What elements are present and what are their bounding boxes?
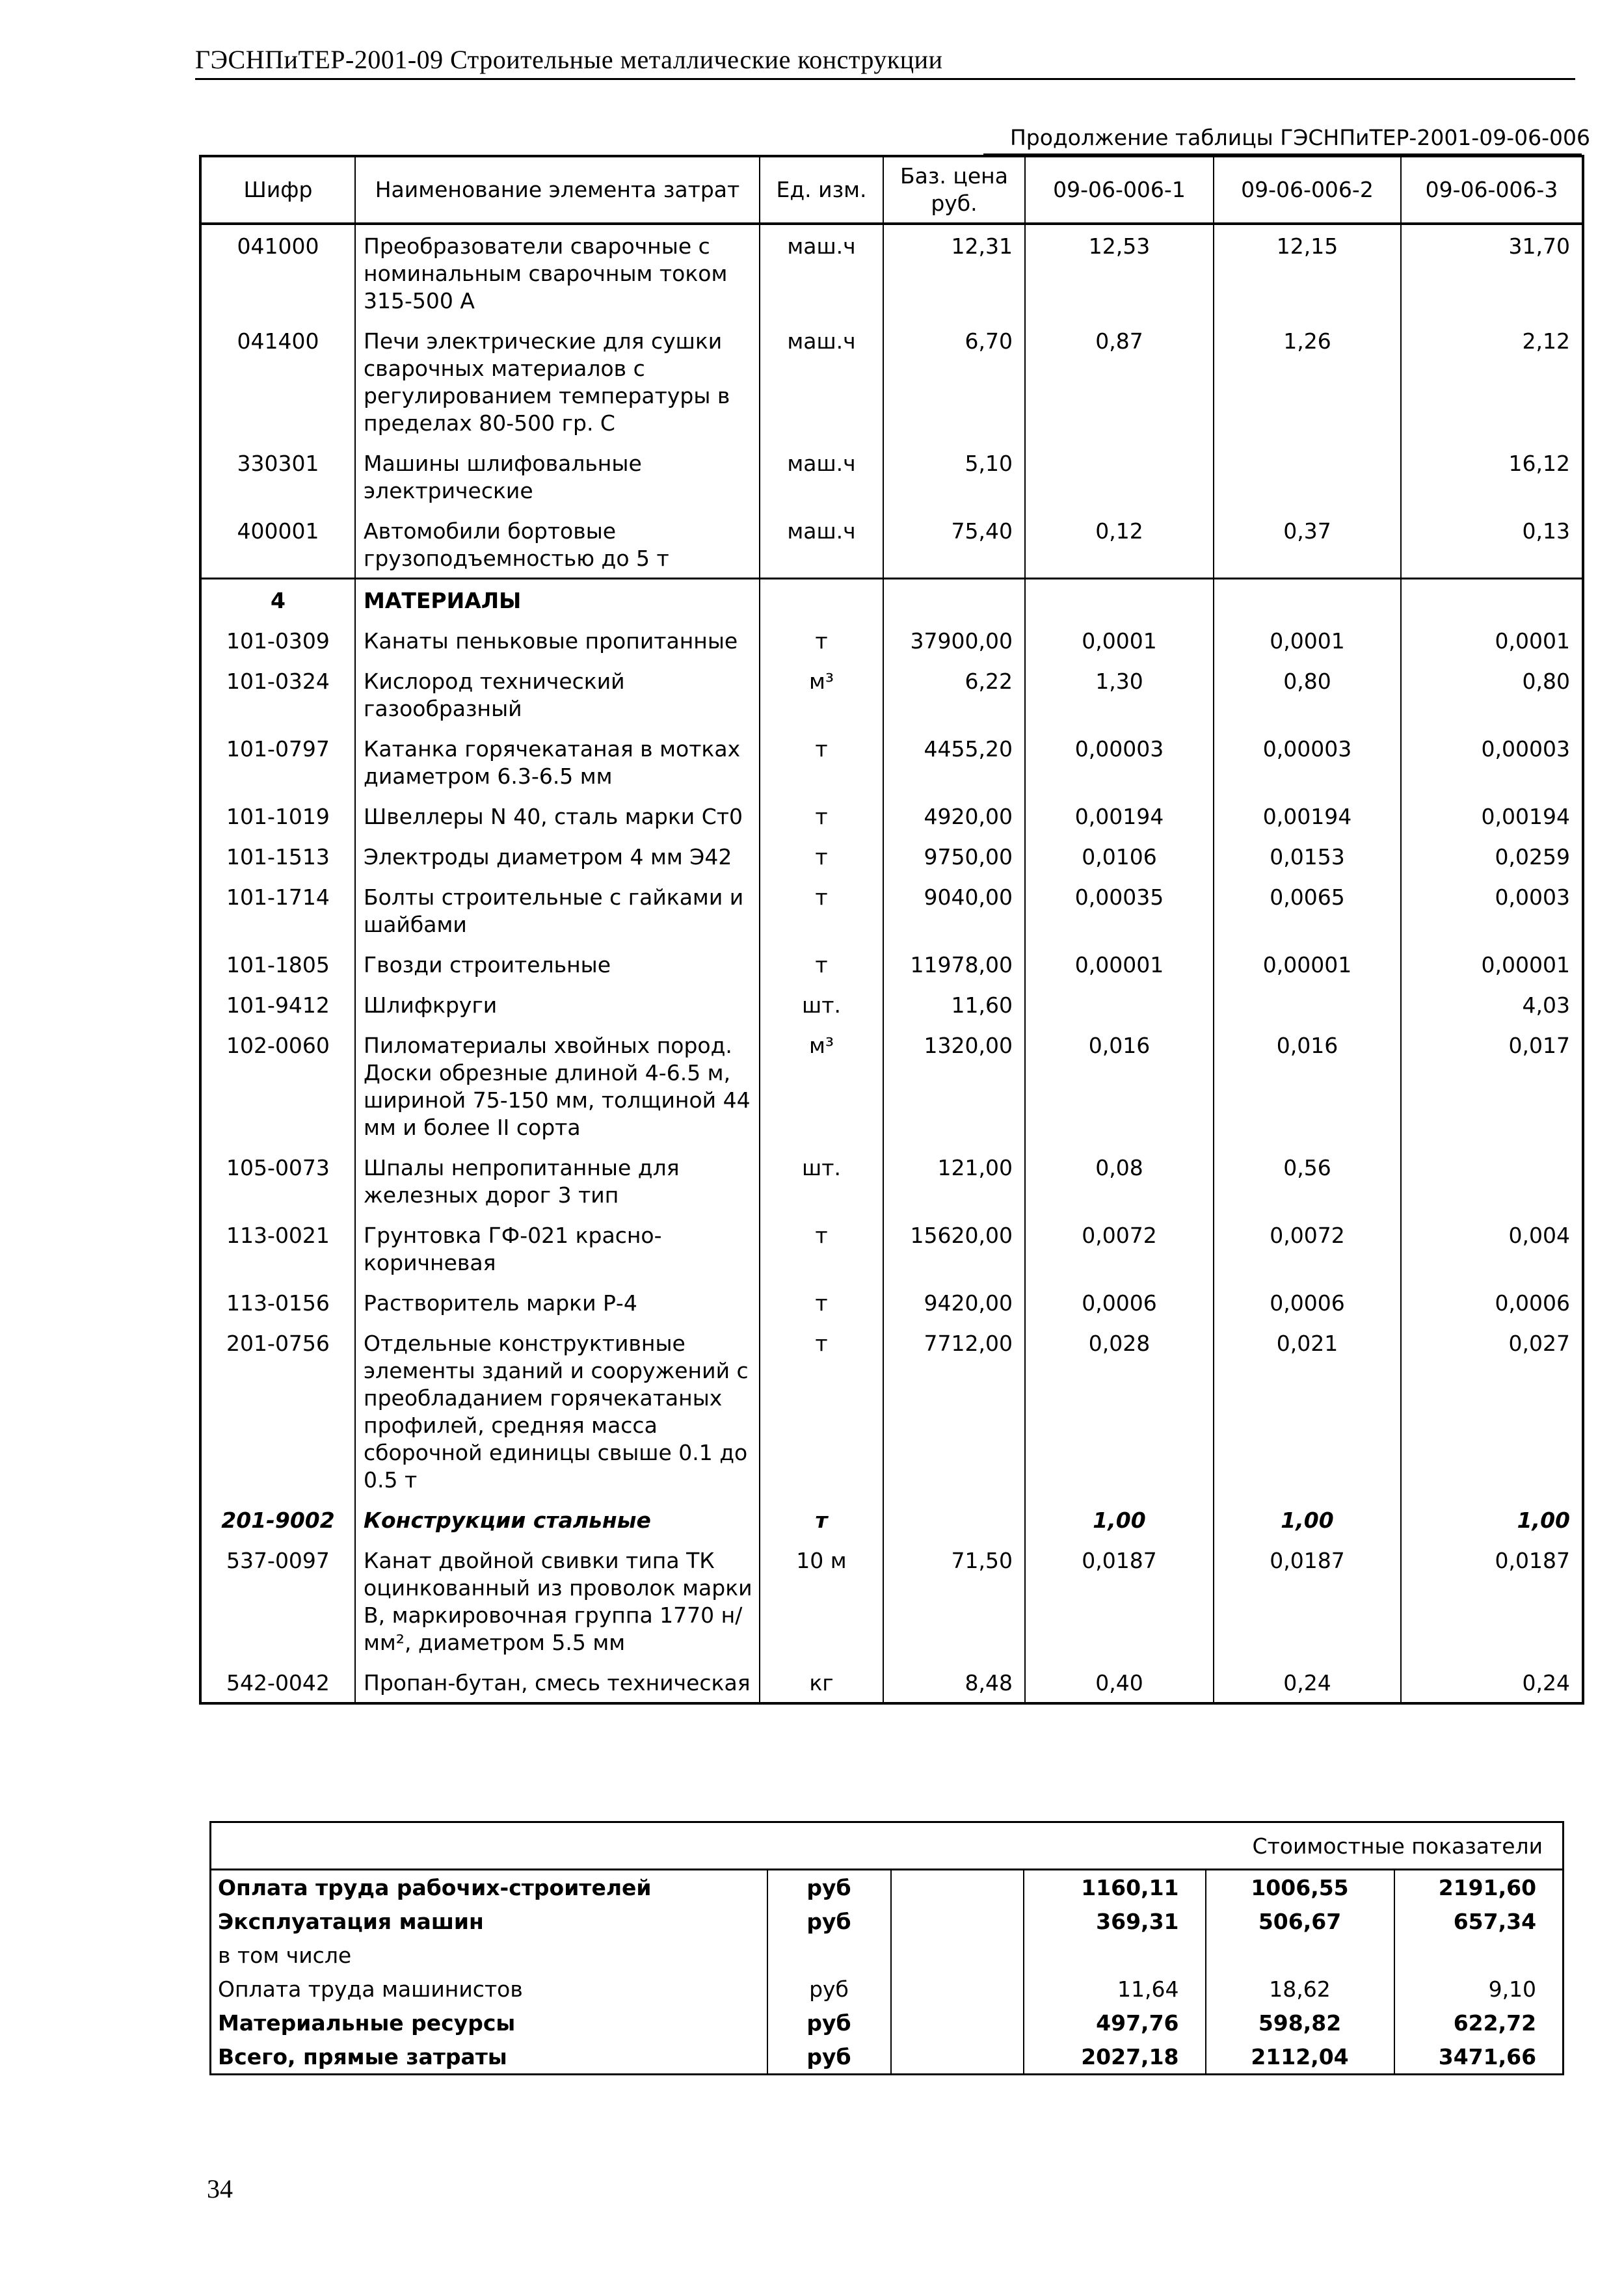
row-unit: т xyxy=(760,620,883,660)
row-code: 101-0309 xyxy=(200,620,355,660)
cost-norm-2 xyxy=(1206,1938,1394,1972)
cost-norm-2: 1006,55 xyxy=(1206,1870,1394,1905)
row-norm-1: 0,0187 xyxy=(1025,1539,1214,1662)
cost-price xyxy=(891,2040,1024,2075)
row-norm-2: 0,021 xyxy=(1214,1322,1401,1499)
table-row xyxy=(200,836,1583,876)
row-norm-3: 0,017 xyxy=(1401,1024,1583,1147)
row-norm-2: 0,00003 xyxy=(1214,728,1401,795)
row-norm-3: 0,0003 xyxy=(1401,876,1583,944)
row-norm-2: 1,26 xyxy=(1214,320,1401,442)
row-unit: м³ xyxy=(760,660,883,728)
row-name: Шпалы непропитанные для железных дорог 3 тип xyxy=(355,1147,760,1214)
table-row xyxy=(200,984,1583,1024)
cost-name: Оплата труда машинистов xyxy=(211,1972,767,2006)
cost-norm-2: 2112,04 xyxy=(1206,2040,1394,2075)
row-name: Пиломатериалы хвойных пород. Доски обрезные длиной 4-6.5 м, шириной 75-150 мм, толщиной 44 мм и более II сорта xyxy=(355,1024,760,1147)
cost-norm-2: 598,82 xyxy=(1206,2006,1394,2040)
row-price: 9420,00 xyxy=(883,1282,1025,1322)
row-norm-3: 31,70 xyxy=(1401,224,1583,320)
row-unit: т xyxy=(760,836,883,876)
row-norm-1: 0,028 xyxy=(1025,1322,1214,1499)
row-norm-1: 0,87 xyxy=(1025,320,1214,442)
row-norm-2: 0,016 xyxy=(1214,1024,1401,1147)
row-code: 101-9412 xyxy=(200,984,355,1024)
cost-unit: руб xyxy=(767,2040,891,2075)
row-norm-3: 1,00 xyxy=(1401,1499,1583,1539)
row-unit: т xyxy=(760,944,883,984)
row-norm-3: 0,0006 xyxy=(1401,1282,1583,1322)
col-header-price: Баз. цена руб. xyxy=(883,156,1025,224)
cost-row xyxy=(211,1972,1564,2006)
row-norm-3: 0,24 xyxy=(1401,1662,1583,1703)
table-row xyxy=(200,1322,1583,1499)
row-code: 330301 xyxy=(200,442,355,510)
cost-price xyxy=(891,1938,1024,1972)
cost-name: Оплата труда рабочих-строителей xyxy=(211,1870,767,1905)
resource-table xyxy=(199,155,1584,1705)
row-name: Болты строительные с гайками и шайбами xyxy=(355,876,760,944)
cost-name: Материальные ресурсы xyxy=(211,2006,767,2040)
row-unit: шт. xyxy=(760,984,883,1024)
cost-row xyxy=(211,1904,1564,1938)
cost-indicators-label: Стоимостные показатели xyxy=(211,1822,1564,1870)
row-norm-3: 16,12 xyxy=(1401,442,1583,510)
row-norm-1: 0,0006 xyxy=(1025,1282,1214,1322)
row-norm-2 xyxy=(1214,442,1401,510)
col-header-unit: Ед. изм. xyxy=(760,156,883,224)
cost-norm-1: 497,76 xyxy=(1024,2006,1206,2040)
row-norm-1: 0,016 xyxy=(1025,1024,1214,1147)
row-norm-3: 0,027 xyxy=(1401,1322,1583,1499)
row-unit: т xyxy=(760,1214,883,1282)
cost-row xyxy=(211,1938,1564,1972)
table-row xyxy=(200,1024,1583,1147)
row-code: 041400 xyxy=(200,320,355,442)
row-code: 201-0756 xyxy=(200,1322,355,1499)
row-norm-1: 0,0106 xyxy=(1025,836,1214,876)
section-title: МАТЕРИАЛЫ xyxy=(355,579,760,620)
row-price: 11978,00 xyxy=(883,944,1025,984)
cost-norm-3 xyxy=(1394,1938,1564,1972)
page-header-title: ГЭСНПиТЕР-2001-09 Строительные металлические конструкции xyxy=(195,45,943,74)
row-name: Печи электрические для сушки сварочных материалов с регулированием температуры в пределах 80-500 гр. С xyxy=(355,320,760,442)
table-continuation-caption: Продолжение таблицы ГЭСНПиТЕР-2001-09-06-006 xyxy=(1009,125,1590,150)
row-norm-2: 0,56 xyxy=(1214,1147,1401,1214)
row-norm-2: 0,0006 xyxy=(1214,1282,1401,1322)
row-code: 105-0073 xyxy=(200,1147,355,1214)
row-price: 75,40 xyxy=(883,510,1025,579)
row-norm-3: 0,0187 xyxy=(1401,1539,1583,1662)
cost-row xyxy=(211,2006,1564,2040)
row-price: 9750,00 xyxy=(883,836,1025,876)
row-unit: т xyxy=(760,876,883,944)
cost-norm-3: 2191,60 xyxy=(1394,1870,1564,1905)
row-norm-1: 1,30 xyxy=(1025,660,1214,728)
row-norm-1: 0,0072 xyxy=(1025,1214,1214,1282)
row-norm-2: 0,0001 xyxy=(1214,620,1401,660)
row-code: 537-0097 xyxy=(200,1539,355,1662)
row-name: Растворитель марки Р-4 xyxy=(355,1282,760,1322)
row-code: 113-0021 xyxy=(200,1214,355,1282)
cost-norm-1 xyxy=(1024,1938,1206,1972)
header-rule xyxy=(195,78,1575,80)
row-norm-3: 0,13 xyxy=(1401,510,1583,579)
row-norm-1: 0,00001 xyxy=(1025,944,1214,984)
row-name: Пропан-бутан, смесь техническая xyxy=(355,1662,760,1703)
row-code: 101-1714 xyxy=(200,876,355,944)
row-norm-1: 0,00003 xyxy=(1025,728,1214,795)
cost-price xyxy=(891,1904,1024,1938)
row-norm-1: 0,00194 xyxy=(1025,795,1214,836)
row-price: 6,70 xyxy=(883,320,1025,442)
cost-norm-2: 18,62 xyxy=(1206,1972,1394,2006)
row-name: Кислород технический газообразный xyxy=(355,660,760,728)
cost-unit: руб xyxy=(767,1972,891,2006)
cost-unit: руб xyxy=(767,2006,891,2040)
row-norm-2: 12,15 xyxy=(1214,224,1401,320)
row-norm-2: 0,24 xyxy=(1214,1662,1401,1703)
table-row xyxy=(200,1282,1583,1322)
row-unit: шт. xyxy=(760,1147,883,1214)
row-norm-2: 1,00 xyxy=(1214,1499,1401,1539)
row-name: Гвозди строительные xyxy=(355,944,760,984)
row-code: 101-0324 xyxy=(200,660,355,728)
cost-norm-3: 622,72 xyxy=(1394,2006,1564,2040)
table-row xyxy=(200,795,1583,836)
row-price: 121,00 xyxy=(883,1147,1025,1214)
cost-norm-1: 11,64 xyxy=(1024,1972,1206,2006)
cost-name: в том числе xyxy=(211,1938,767,1972)
table-row xyxy=(200,1147,1583,1214)
row-code: 113-0156 xyxy=(200,1282,355,1322)
row-unit: кг xyxy=(760,1662,883,1703)
row-price: 71,50 xyxy=(883,1539,1025,1662)
row-unit: м³ xyxy=(760,1024,883,1147)
row-norm-1: 0,0001 xyxy=(1025,620,1214,660)
cost-indicators-table xyxy=(209,1821,1564,2075)
cost-norm-1: 369,31 xyxy=(1024,1904,1206,1938)
table-row xyxy=(200,1539,1583,1662)
row-norm-2: 0,0072 xyxy=(1214,1214,1401,1282)
row-price: 9040,00 xyxy=(883,876,1025,944)
cost-price xyxy=(891,1870,1024,1905)
row-price: 1320,00 xyxy=(883,1024,1025,1147)
col-header-norm-3: 09-06-006-3 xyxy=(1401,156,1583,224)
row-unit: т xyxy=(760,728,883,795)
row-price: 8,48 xyxy=(883,1662,1025,1703)
table-row xyxy=(200,1662,1583,1703)
row-name: Катанка горячекатаная в мотках диаметром 6.3-6.5 мм xyxy=(355,728,760,795)
table-row xyxy=(200,442,1583,510)
cost-norm-1: 2027,18 xyxy=(1024,2040,1206,2075)
row-norm-2: 0,00194 xyxy=(1214,795,1401,836)
cost-name: Эксплуатация машин xyxy=(211,1904,767,1938)
row-norm-2 xyxy=(1214,984,1401,1024)
row-code: 101-1019 xyxy=(200,795,355,836)
row-price: 6,22 xyxy=(883,660,1025,728)
table-row xyxy=(200,1214,1583,1282)
cost-norm-2: 506,67 xyxy=(1206,1904,1394,1938)
row-name: Машины шлифовальные электрические xyxy=(355,442,760,510)
col-header-code: Шифр xyxy=(200,156,355,224)
row-price: 37900,00 xyxy=(883,620,1025,660)
cost-price xyxy=(891,1972,1024,2006)
cost-unit: руб xyxy=(767,1904,891,1938)
row-norm-1: 0,12 xyxy=(1025,510,1214,579)
cost-indicators-label-row xyxy=(211,1822,1564,1870)
materials-rows xyxy=(200,620,1583,1703)
table-row xyxy=(200,728,1583,795)
row-unit: 10 м xyxy=(760,1539,883,1662)
row-price: 5,10 xyxy=(883,442,1025,510)
row-price: 7712,00 xyxy=(883,1322,1025,1499)
row-price: 4920,00 xyxy=(883,795,1025,836)
row-unit: маш.ч xyxy=(760,320,883,442)
table-header xyxy=(200,156,1583,224)
row-code: 101-0797 xyxy=(200,728,355,795)
section-code: 4 xyxy=(200,579,355,620)
row-norm-2: 0,0153 xyxy=(1214,836,1401,876)
table-row xyxy=(200,224,1583,320)
cost-row xyxy=(211,1870,1564,1905)
cost-norm-3: 3471,66 xyxy=(1394,2040,1564,2075)
cost-norm-1: 1160,11 xyxy=(1024,1870,1206,1905)
row-name: Конструкции стальные xyxy=(355,1499,760,1539)
row-norm-1 xyxy=(1025,442,1214,510)
row-name: Отдельные конструктивные элементы зданий и сооружений с преобладанием горячекатаных профилей, средняя масса сборочной единицы свыше 0.1 до 0.5 т xyxy=(355,1322,760,1499)
row-norm-2: 0,80 xyxy=(1214,660,1401,728)
row-norm-1: 0,40 xyxy=(1025,1662,1214,1703)
cost-row xyxy=(211,2040,1564,2075)
row-price xyxy=(883,1499,1025,1539)
page-number: 34 xyxy=(207,2174,233,2203)
row-name: Шлифкруги xyxy=(355,984,760,1024)
table-row xyxy=(200,660,1583,728)
table-row xyxy=(200,944,1583,984)
row-code: 400001 xyxy=(200,510,355,579)
row-name: Швеллеры N 40, сталь марки Ст0 xyxy=(355,795,760,836)
row-unit: маш.ч xyxy=(760,510,883,579)
row-norm-3: 0,00001 xyxy=(1401,944,1583,984)
row-price: 12,31 xyxy=(883,224,1025,320)
row-norm-2: 0,37 xyxy=(1214,510,1401,579)
row-norm-3: 0,0001 xyxy=(1401,620,1583,660)
row-norm-2: 0,0187 xyxy=(1214,1539,1401,1662)
row-price: 11,60 xyxy=(883,984,1025,1024)
cost-rows xyxy=(211,1870,1564,2075)
row-norm-1: 12,53 xyxy=(1025,224,1214,320)
row-name: Грунтовка ГФ-021 красно-коричневая xyxy=(355,1214,760,1282)
row-norm-1: 0,08 xyxy=(1025,1147,1214,1214)
row-norm-1: 1,00 xyxy=(1025,1499,1214,1539)
cost-unit: руб xyxy=(767,1870,891,1905)
col-header-norm-1: 09-06-006-1 xyxy=(1025,156,1214,224)
cost-norm-3: 657,34 xyxy=(1394,1904,1564,1938)
table-row xyxy=(200,620,1583,660)
col-header-name: Наименование элемента затрат xyxy=(355,156,760,224)
table-row xyxy=(200,320,1583,442)
row-norm-3: 2,12 xyxy=(1401,320,1583,442)
row-norm-3: 0,004 xyxy=(1401,1214,1583,1282)
row-name: Преобразователи сварочные с номинальным сварочным током 315-500 А xyxy=(355,224,760,320)
cost-name: Всего, прямые затраты xyxy=(211,2040,767,2075)
row-code: 101-1805 xyxy=(200,944,355,984)
row-norm-3 xyxy=(1401,1147,1583,1214)
row-norm-3: 0,00194 xyxy=(1401,795,1583,836)
row-name: Электроды диаметром 4 мм Э42 xyxy=(355,836,760,876)
row-price: 15620,00 xyxy=(883,1214,1025,1282)
row-name: Канат двойной свивки типа ТК оцинкованный из проволок марки В, маркировочная группа 1770 н/мм², диаметром 5.5 мм xyxy=(355,1539,760,1662)
row-code: 201-9002 xyxy=(200,1499,355,1539)
row-norm-3: 0,0259 xyxy=(1401,836,1583,876)
materials-section-header xyxy=(200,579,1583,620)
row-norm-3: 4,03 xyxy=(1401,984,1583,1024)
materials-section xyxy=(200,579,1583,620)
table-row xyxy=(200,510,1583,579)
table-row xyxy=(200,876,1583,944)
col-header-norm-2: 09-06-006-2 xyxy=(1214,156,1401,224)
cost-price xyxy=(891,2006,1024,2040)
row-unit: т xyxy=(760,1282,883,1322)
row-norm-1: 0,00035 xyxy=(1025,876,1214,944)
row-code: 041000 xyxy=(200,224,355,320)
row-norm-3: 0,80 xyxy=(1401,660,1583,728)
cost-unit xyxy=(767,1938,891,1972)
table-row xyxy=(200,1499,1583,1539)
row-unit: т xyxy=(760,1322,883,1499)
row-norm-3: 0,00003 xyxy=(1401,728,1583,795)
row-unit: т xyxy=(760,1499,883,1539)
row-unit: маш.ч xyxy=(760,442,883,510)
row-price: 4455,20 xyxy=(883,728,1025,795)
machines-section xyxy=(200,224,1583,579)
row-norm-1 xyxy=(1025,984,1214,1024)
row-unit: маш.ч xyxy=(760,224,883,320)
cost-norm-3: 9,10 xyxy=(1394,1972,1564,2006)
row-norm-2: 0,0065 xyxy=(1214,876,1401,944)
row-code: 102-0060 xyxy=(200,1024,355,1147)
row-unit: т xyxy=(760,795,883,836)
row-code: 542-0042 xyxy=(200,1662,355,1703)
row-name: Канаты пеньковые пропитанные xyxy=(355,620,760,660)
row-norm-2: 0,00001 xyxy=(1214,944,1401,984)
row-code: 101-1513 xyxy=(200,836,355,876)
row-name: Автомобили бортовые грузоподъемностью до 5 т xyxy=(355,510,760,579)
